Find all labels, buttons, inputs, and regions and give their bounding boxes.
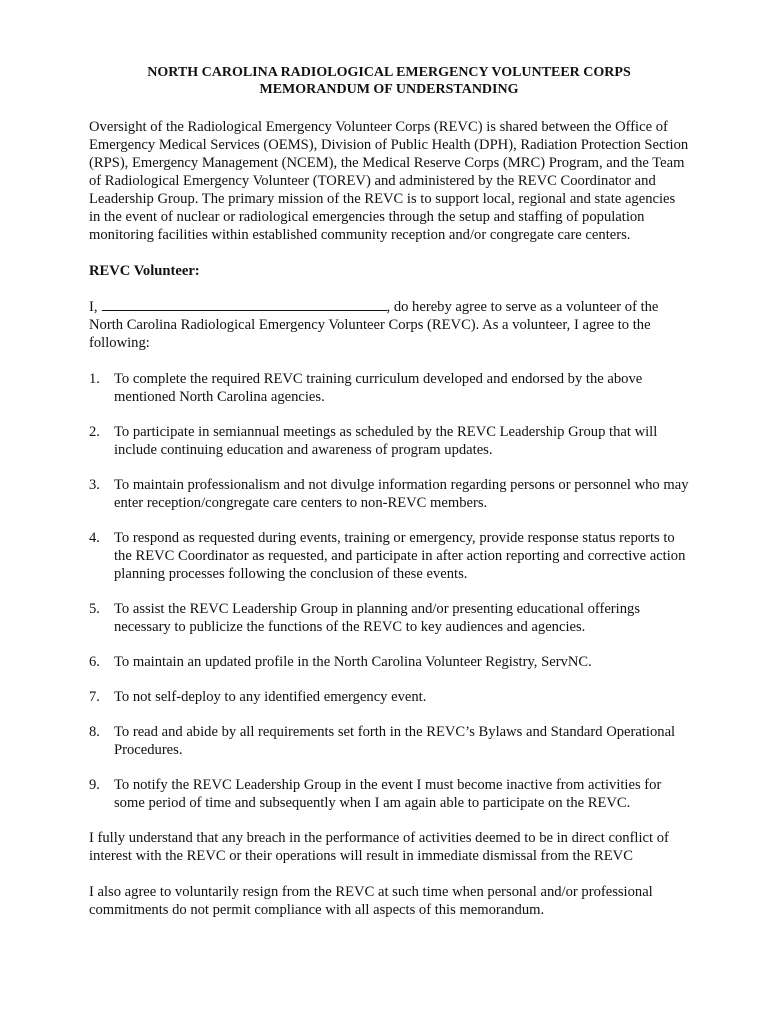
list-item-text: To maintain professionalism and not divulge information regarding persons or personnel who may enter reception/congregate care centers to non-REVC members. bbox=[114, 477, 689, 511]
list-item-number: 7. bbox=[89, 689, 100, 705]
list-item-number: 5. bbox=[89, 601, 100, 617]
breach-paragraph: I fully understand that any breach in the performance of activities deemed to be in direct conflict of interest with the REVC or their operations will result in immediate dismissal from the REVC bbox=[89, 830, 669, 864]
list-item-text: To read and abide by all requirements set forth in the REVC’s Bylaws and Standard Operational Procedures. bbox=[114, 724, 676, 758]
volunteer-name-blank[interactable] bbox=[102, 298, 387, 311]
document-title-line-2: MEMORANDUM OF UNDERSTANDING bbox=[259, 82, 519, 97]
document-title-line-1: NORTH CAROLINA RADIOLOGICAL EMERGENCY VOLUNTEER CORPS bbox=[147, 65, 631, 80]
list-item-text: To complete the required REVC training curriculum developed and endorsed by the above mentioned North Carolina agencies. bbox=[114, 371, 643, 405]
list-item bbox=[89, 600, 689, 636]
list-item-text: To not self-deploy to any identified emergency event. bbox=[114, 689, 427, 705]
volunteer-heading: REVC Volunteer: bbox=[89, 263, 200, 279]
pledge-suffix: , do hereby agree to serve as a volunteer of the North Carolina Radiological Emergency Volunteer Corps (REVC). As a volunteer, I agree to the following: bbox=[89, 299, 659, 351]
list-item bbox=[89, 423, 689, 459]
list-item-number: 8. bbox=[89, 724, 100, 740]
list-item-text: To respond as requested during events, training or emergency, provide response status reports to the REVC Coordinator as requested, and participate in after action reporting and corrective action planning processes following the conclusion of these events. bbox=[114, 530, 686, 582]
intro-paragraph: Oversight of the Radiological Emergency Volunteer Corps (REVC) is shared between the Office of Emergency Medical Services (OEMS), Division of Public Health (DPH), Radiation Protection Section (RPS), Emergency Management (NCEM), the Medical Reserve Corps (MRC) Program, and the Team of Radiological Emergency Volunteer (TOREV) and administered by the REVC Coordinator and Leadership Group. The primary mission of the REVC is to support local, regional and state agencies in the event of nuclear or radiological emergencies through the setup and staffing of population monitoring facilities within established community reception and/or congregate care centers. bbox=[89, 119, 689, 243]
list-item bbox=[89, 776, 689, 812]
list-item-number: 6. bbox=[89, 654, 100, 670]
memorandum-page bbox=[89, 64, 689, 919]
list-item-text: To maintain an updated profile in the North Carolina Volunteer Registry, ServNC. bbox=[114, 654, 592, 670]
list-item bbox=[89, 370, 689, 406]
list-item bbox=[89, 723, 689, 759]
list-item-number: 3. bbox=[89, 477, 100, 493]
resign-paragraph: I also agree to voluntarily resign from the REVC at such time when personal and/or professional commitments do not permit compliance with all aspects of this memorandum. bbox=[89, 884, 653, 918]
list-item-number: 2. bbox=[89, 424, 100, 440]
list-item bbox=[89, 653, 689, 671]
list-item-text: To notify the REVC Leadership Group in the event I must become inactive from activities for some period of time and subsequently when I am again able to participate on the REVC. bbox=[114, 777, 662, 811]
pledge-prefix: I, bbox=[89, 299, 98, 315]
list-item-number: 1. bbox=[89, 371, 100, 387]
agreement-list bbox=[89, 370, 689, 812]
pledge-paragraph bbox=[89, 298, 689, 352]
list-item bbox=[89, 529, 689, 583]
list-item-number: 9. bbox=[89, 777, 100, 793]
list-item bbox=[89, 476, 689, 512]
list-item-text: To assist the REVC Leadership Group in planning and/or presenting educational offerings necessary to publicize the functions of the REVC to key audiences and agencies. bbox=[114, 601, 640, 635]
list-item-text: To participate in semiannual meetings as scheduled by the REVC Leadership Group that will include continuing education and awareness of program updates. bbox=[114, 424, 658, 458]
list-item-number: 4. bbox=[89, 530, 100, 546]
list-item bbox=[89, 688, 689, 706]
